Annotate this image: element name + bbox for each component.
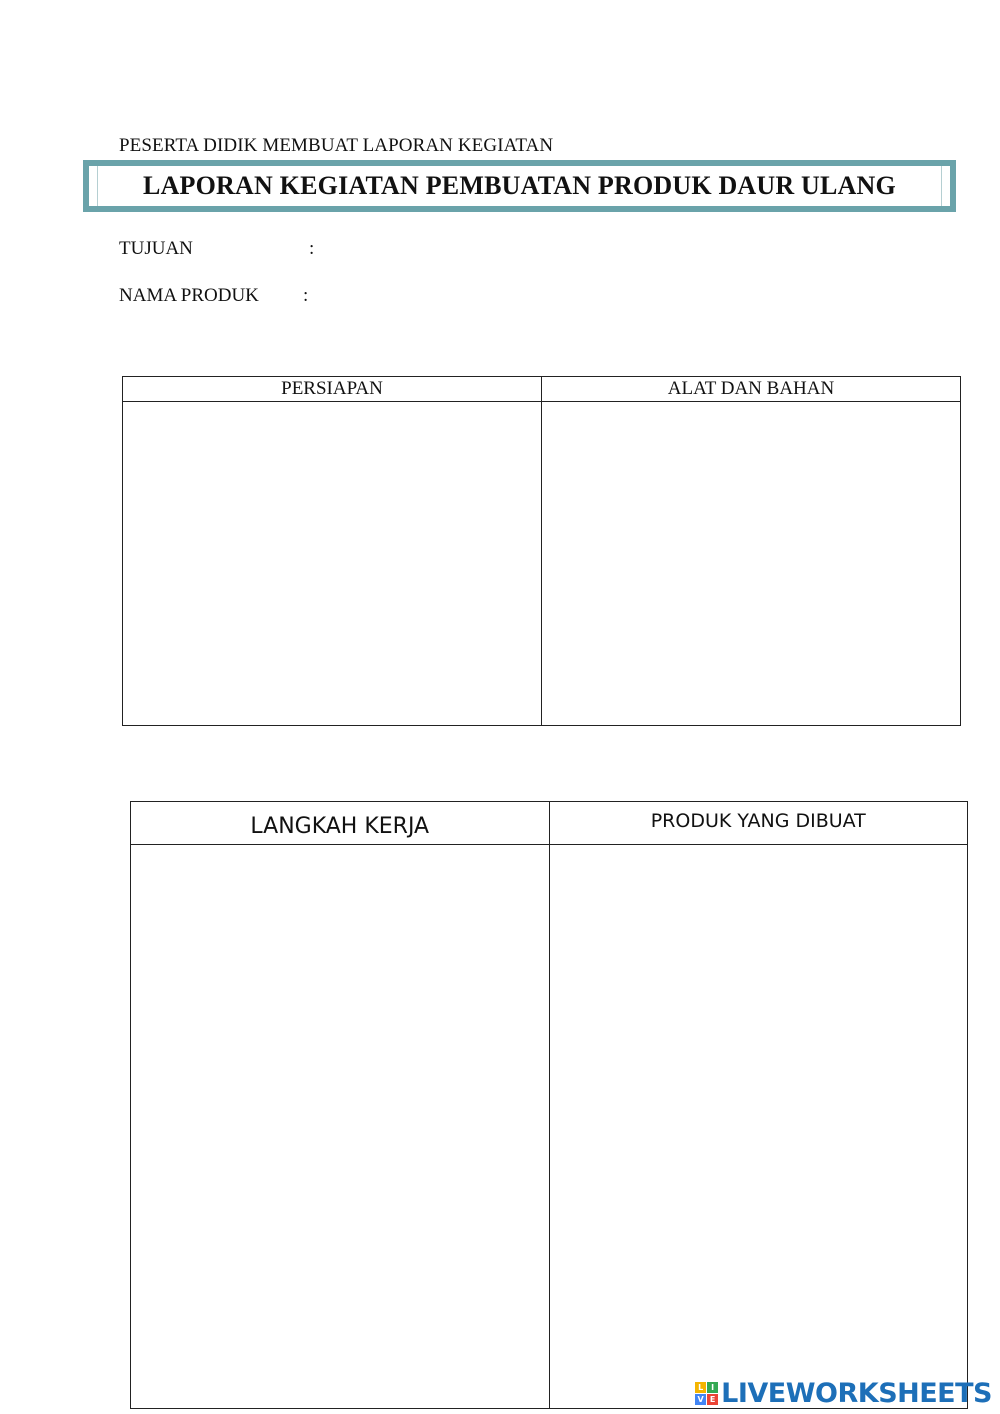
liveworksheets-wordmark: LIVEWORKSHEETS (721, 1378, 992, 1409)
page-title: LAPORAN KEGIATAN PEMBUATAN PRODUK DAUR ULANG (143, 171, 896, 200)
column-header-persiapan: PERSIAPAN (123, 377, 542, 402)
field-nama-produk (119, 285, 309, 307)
column-header-langkah-kerja: LANGKAH KERJA (131, 802, 550, 845)
logo-letter-v: V (695, 1394, 706, 1405)
column-header-produk-yang-dibuat: PRODUK YANG DIBUAT (549, 802, 968, 845)
title-frame (83, 160, 956, 212)
logo-letter-l: L (695, 1382, 706, 1393)
logo-letter-e: E (707, 1394, 718, 1405)
field-tujuan-label: TUJUAN (119, 238, 193, 259)
alat-dan-bahan-cell[interactable] (542, 402, 961, 726)
page-subtitle: PESERTA DIDIK MEMBUAT LAPORAN KEGIATAN (119, 135, 554, 156)
field-nama-produk-separator: : (303, 285, 309, 306)
liveworksheets-watermark (695, 1378, 992, 1409)
persiapan-table (122, 376, 961, 726)
liveworksheets-logo-icon (695, 1382, 718, 1405)
langkah-kerja-cell[interactable] (131, 845, 550, 1409)
logo-letter-i: I (707, 1382, 718, 1393)
field-nama-produk-label: NAMA PRODUK (119, 285, 259, 306)
langkah-kerja-table (130, 801, 968, 1409)
column-header-alat-dan-bahan: ALAT DAN BAHAN (542, 377, 961, 402)
persiapan-cell[interactable] (123, 402, 542, 726)
produk-yang-dibuat-cell[interactable] (549, 845, 968, 1409)
field-tujuan (119, 238, 315, 260)
field-tujuan-separator: : (309, 238, 315, 259)
